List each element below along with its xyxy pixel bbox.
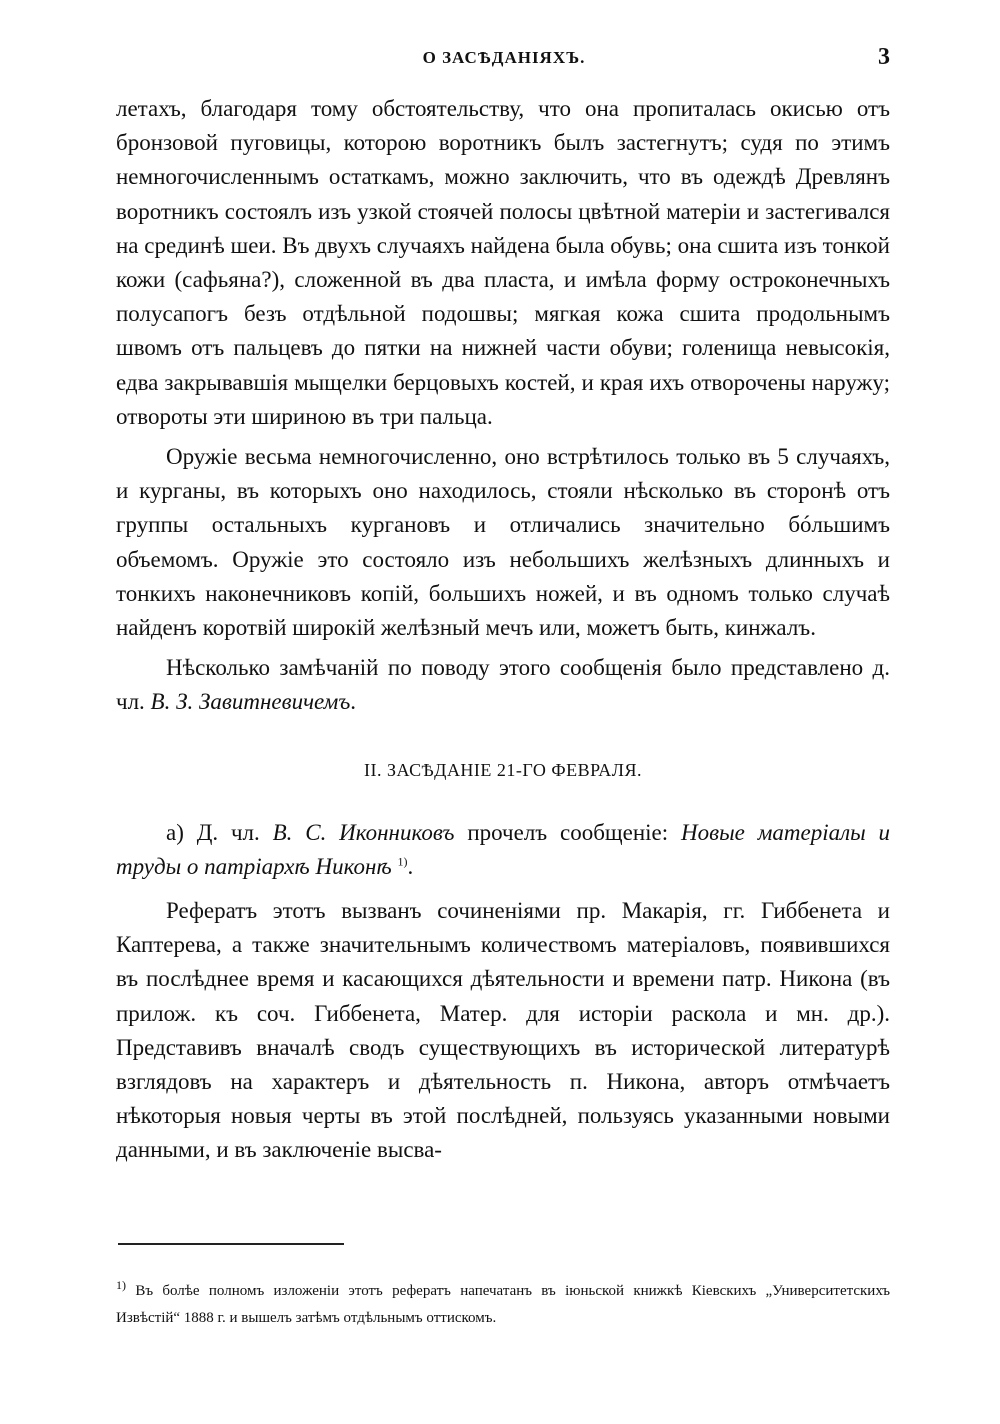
page-number: 3 xyxy=(878,44,890,70)
remarks-text: Нѣсколько замѣчаній по поводу этого сообщенія было представлено д. чл. xyxy=(116,655,890,715)
report-lead: а) Д. чл. xyxy=(166,819,260,845)
footnote-mark: 1) xyxy=(116,1278,126,1292)
report-end: . xyxy=(407,853,414,879)
paragraph-report-summary: Рефератъ этотъ вызванъ сочиненіями пр. Макарія, гг. Гиббенета и Каптерева, а также значительнымъ количествомъ матеріаловъ, появившихся въ послѣднее время и касающихся дѣятельности и времени патр. Никона (въ прилож. къ соч. Гиббенета, Матер. для исторіи раскола и мн. др.). Представивъ вначалѣ сводъ существующихъ въ исторической литературѣ взглядовъ на характеръ и дѣятельность п. Никона, авторъ отмѣчаетъ нѣкоторыя новыя черты въ этой послѣдней, пользуясь указанными новыми данными, и въ заключеніе высва- xyxy=(116,898,890,1163)
report-author: В. С. Иконниковъ xyxy=(272,819,455,845)
paragraph-weapons: Оружіе весьма немногочисленно, оно встрѣтилось только въ 5 случаяхъ, и курганы, въ которыхъ оно находилось, стояли нѣсколько въ сторонѣ отъ группы остальныхъ кургановъ и отличались значительно бóльшимъ объемомъ. Оружіе это состояло изъ небольшихъ желѣзныхъ длинныхъ и тонкихъ наконечниковъ копій, большихъ ножей, и въ одномъ только случаѣ найденъ коротвій широкій желѣзный мечъ или, можетъ быть, кинжалъ. xyxy=(116,444,890,641)
footnote xyxy=(116,1278,890,1332)
remarks-author: В. З. Завитневичемъ xyxy=(150,689,351,715)
paragraph-report-title xyxy=(116,816,890,884)
footnote-text: Въ болѣе полномъ изложеніи этотъ рефератъ напечатанъ въ іюньской книжкѣ Кіевскихъ „Университетскихъ Извѣстій“ 1888 г. и вышелъ затѣмъ отдѣльнымъ оттискомъ. xyxy=(116,1283,891,1326)
footnote-reference[interactable]: 1) xyxy=(397,854,408,869)
page-body xyxy=(116,92,890,1168)
remarks-end: . xyxy=(350,689,357,715)
paragraph-clothing-footwear: летахъ, благодаря тому обстоятельству, что она пропиталась окисью отъ бронзовой пуговицы, которою воротникъ былъ застегнутъ; судя по этимъ немногочисленнымъ остаткамъ, можно заключить, что въ одеждѣ Древлянъ воротникъ состоялъ изъ узкой стоячей полосы цвѣтной матеріи и застегивался на срединѣ шеи. Въ двухъ случаяхъ найдена была обувь; она сшита изъ тонкой кожи (сафьяна?), сложенной въ два пласта, и имѣла форму остроконечныхъ полусапогъ безъ отдѣльной подошвы; мягкая кожа сшита продольнымъ швомъ отъ пальцевъ до пятки на нижней части обуви; голенища невысокія, едва закрывавшія мыщелки берцовыхъ костей, и края ихъ отворочены наружу; отвороты эти шириною въ три пальца. xyxy=(116,96,890,429)
footnote-divider xyxy=(118,1243,344,1245)
page-header xyxy=(118,44,890,78)
report-title: Новые матеріалы и труды о патріархѣ Никонѣ xyxy=(116,819,891,879)
running-title: О ЗАСѢДАНІЯХЪ. xyxy=(422,48,586,67)
paragraph-remarks xyxy=(116,651,890,719)
section-heading: II. ЗАСѢДАНІЕ 21-ГО ФЕВРАЛЯ. xyxy=(363,759,643,780)
report-mid: прочелъ сообщеніе: xyxy=(467,819,669,845)
